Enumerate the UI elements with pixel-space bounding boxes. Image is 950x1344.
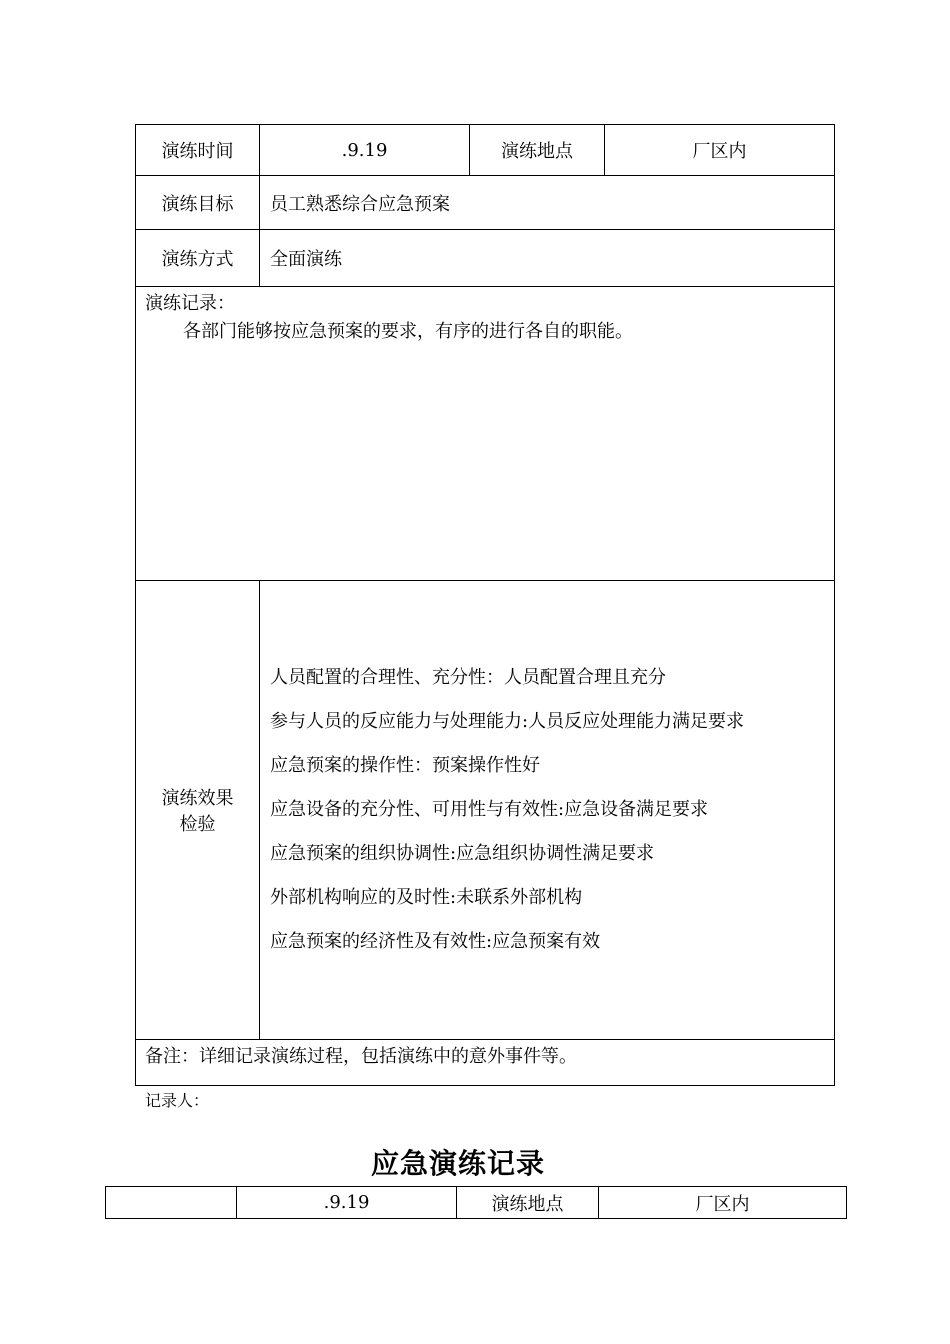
drill-record-body: 各部门能够按应急预案的要求，有序的进行各自的职能。: [183, 321, 633, 342]
drill-time-value: .9.19: [260, 125, 470, 176]
evaluation-item: 应急预案的经济性及有效性:应急预案有效: [270, 931, 601, 952]
second-time-label: [106, 1187, 237, 1219]
evaluation-item: 外部机构响应的及时性:未联系外部机构: [270, 887, 583, 908]
drill-record-cell: [136, 287, 835, 581]
second-time-value: .9.19: [237, 1187, 457, 1219]
drill-record-table: [135, 124, 835, 1086]
drill-time-label: 演练时间: [136, 125, 260, 176]
drill-evaluation-label-line2: 检验: [179, 814, 216, 835]
drill-evaluation-label: [136, 581, 260, 1040]
drill-evaluation-list: [260, 581, 835, 1040]
drill-location-value: 厂区内: [605, 125, 835, 176]
second-record-table: [105, 1186, 847, 1219]
drill-goal-value: 员工熟悉综合应急预案: [260, 176, 835, 230]
second-location-value: 厂区内: [599, 1187, 847, 1219]
drill-evaluation-label-line1: 演练效果: [161, 788, 234, 809]
evaluation-item: 应急预案的操作性：预案操作性好: [270, 755, 540, 776]
second-record-title: 应急演练记录: [370, 1147, 545, 1180]
second-location-label: 演练地点: [457, 1187, 599, 1219]
evaluation-item: 人员配置的合理性、充分性：人员配置合理且充分: [270, 667, 666, 688]
drill-method-label: 演练方式: [136, 230, 260, 287]
drill-method-value: 全面演练: [260, 230, 835, 287]
drill-note: 备注：详细记录演练过程，包括演练中的意外事件等。: [136, 1040, 835, 1086]
evaluation-item: 应急预案的组织协调性:应急组织协调性满足要求: [270, 843, 655, 864]
recorder-label: 记录人：: [145, 1091, 210, 1110]
drill-location-label: 演练地点: [470, 125, 605, 176]
drill-goal-label: 演练目标: [136, 176, 260, 230]
drill-record-label: 演练记录：: [145, 293, 235, 314]
evaluation-item: 参与人员的反应能力与处理能力:人员反应处理能力满足要求: [270, 711, 745, 732]
evaluation-item: 应急设备的充分性、可用性与有效性:应急设备满足要求: [270, 799, 709, 820]
